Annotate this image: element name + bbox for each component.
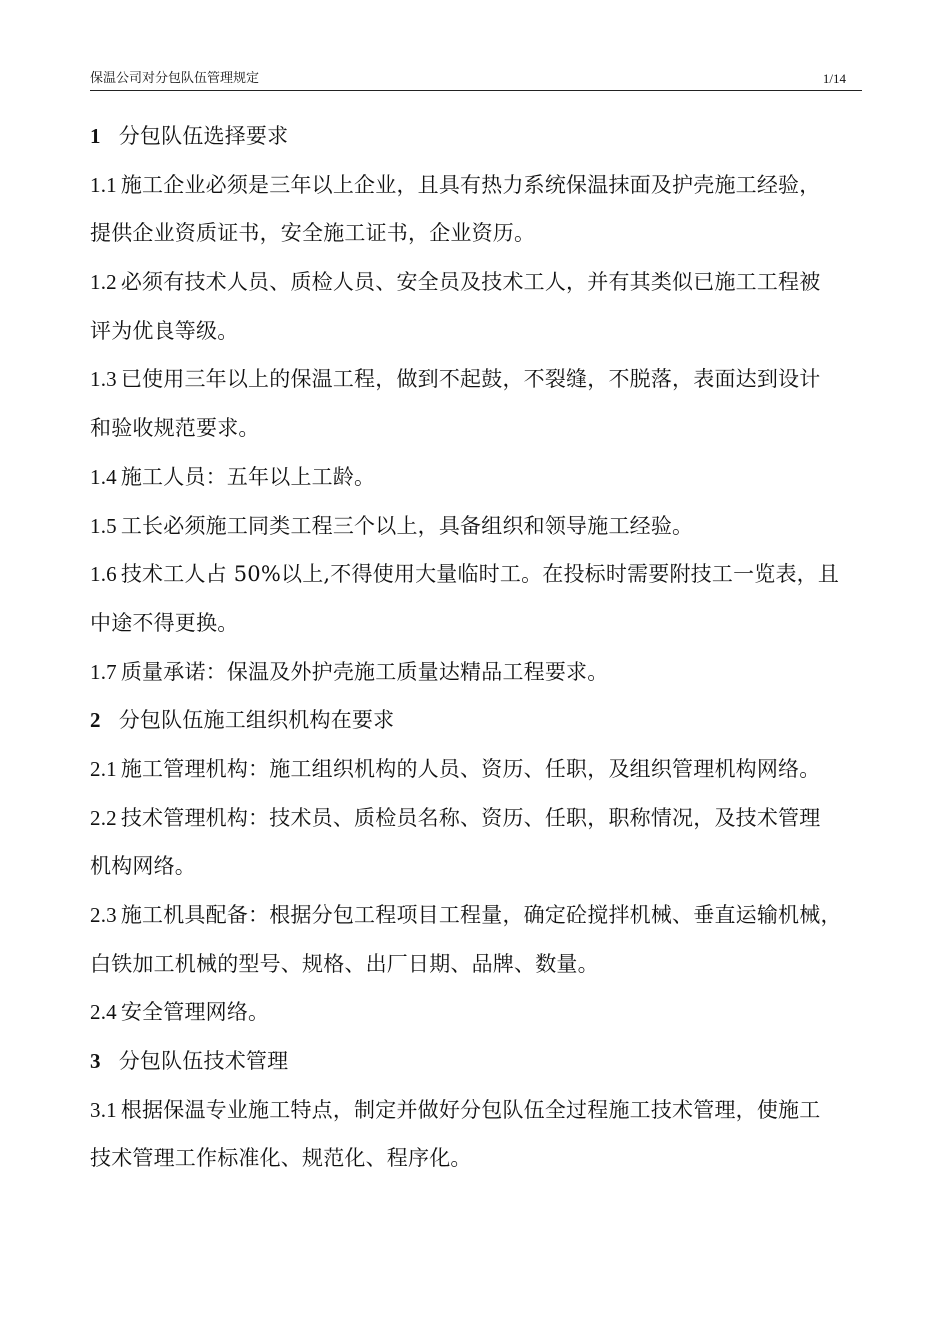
clause-number: 1.3	[90, 367, 117, 392]
paragraph-line	[90, 1092, 862, 1141]
clause-number: 1.4	[90, 464, 117, 489]
line-text: 和验收规范要求。	[90, 416, 260, 441]
paragraph-continuation	[90, 215, 862, 264]
line-text: 施工管理机构：施工组织机构的人员、资历、任职，及组织管理机构网络。	[120, 756, 821, 781]
line-text: 安全管理网络。	[120, 1000, 270, 1025]
document-body	[90, 118, 862, 1189]
clause-number: 1.5	[90, 513, 117, 538]
line-text: 工长必须施工同类工程三个以上，具备组织和领导施工经验。	[120, 513, 694, 538]
line-text: 质量承诺：保温及外护壳施工质量达精品工程要求。	[120, 659, 609, 684]
line-text: 技术管理机构：技术员、质检员名称、资历、任职，职称情况，及技术管理	[120, 805, 821, 830]
line-text: 白铁加工机械的型号、规格、出厂日期、品牌、数量。	[90, 951, 599, 976]
paragraph-line	[90, 751, 862, 800]
paragraph-line	[90, 897, 862, 946]
page-number: 1/14	[822, 71, 846, 86]
line-text: 分包队伍施工组织机构在要求	[118, 708, 395, 733]
clause-number: 1.2	[90, 270, 117, 295]
section-number: 3	[90, 1049, 101, 1074]
section-number: 1	[90, 124, 101, 148]
paragraph-continuation	[90, 313, 862, 362]
line-text: 已使用三年以上的保温工程，做到不起鼓，不裂缝，不脱落，表面达到设计	[120, 367, 821, 392]
paragraph-continuation	[90, 946, 862, 995]
line-text: 施工机具配备：根据分包工程项目工程量，确定砼搅拌机械、垂直运输机械，	[120, 903, 842, 927]
line-text: 施工企业必须是三年以上企业，且具有热力系统保温抹面及护壳施工经验，	[120, 172, 821, 197]
line-text: 评为优良等级。	[90, 318, 239, 343]
paragraph-continuation	[90, 605, 862, 654]
paragraph-continuation	[90, 410, 862, 459]
clause-number: 2.4	[90, 1000, 117, 1025]
paragraph-line	[90, 264, 862, 313]
line-text: 分包队伍技术管理	[118, 1049, 289, 1074]
section-heading	[90, 702, 862, 751]
line-text: 根据保温专业施工特点，制定并做好分包队伍全过程施工技术管理，使施工	[120, 1097, 821, 1122]
paragraph-continuation	[90, 1140, 862, 1189]
line-text: 技术工人占 50%以上,不得使用大量临时工。在投标时需要附技工一览表，且	[120, 562, 840, 587]
paragraph-line	[90, 167, 862, 216]
clause-number: 3.1	[90, 1097, 117, 1122]
line-text: 机构网络。	[90, 854, 196, 879]
clause-number: 1.1	[90, 172, 117, 197]
section-heading	[90, 118, 862, 167]
line-text: 分包队伍选择要求	[118, 124, 289, 148]
clause-number: 1.7	[90, 659, 117, 684]
section-heading	[90, 1043, 862, 1092]
clause-number: 1.6	[90, 562, 117, 587]
paragraph-line	[90, 994, 862, 1043]
paragraph-line	[90, 556, 862, 605]
line-text: 中途不得更换。	[90, 610, 239, 635]
clause-number: 2.3	[90, 903, 117, 927]
line-text: 必须有技术人员、质检人员、安全员及技术工人，并有其类似已施工工程被	[120, 270, 821, 295]
header-title: 保温公司对分包队伍管理规定	[90, 71, 260, 86]
line-text: 提供企业资质证书，安全施工证书，企业资历。	[90, 221, 536, 246]
section-number: 2	[90, 708, 101, 733]
clause-number: 2.1	[90, 756, 117, 781]
paragraph-line	[90, 654, 862, 703]
line-text: 技术管理工作标准化、规范化、程序化。	[90, 1146, 472, 1171]
line-text: 施工人员：五年以上工龄。	[120, 464, 376, 489]
paragraph-continuation	[90, 848, 862, 897]
paragraph-line	[90, 361, 862, 410]
paragraph-line	[90, 459, 862, 508]
page-header	[90, 72, 862, 91]
clause-number: 2.2	[90, 805, 117, 830]
paragraph-line	[90, 800, 862, 849]
paragraph-line	[90, 508, 862, 557]
